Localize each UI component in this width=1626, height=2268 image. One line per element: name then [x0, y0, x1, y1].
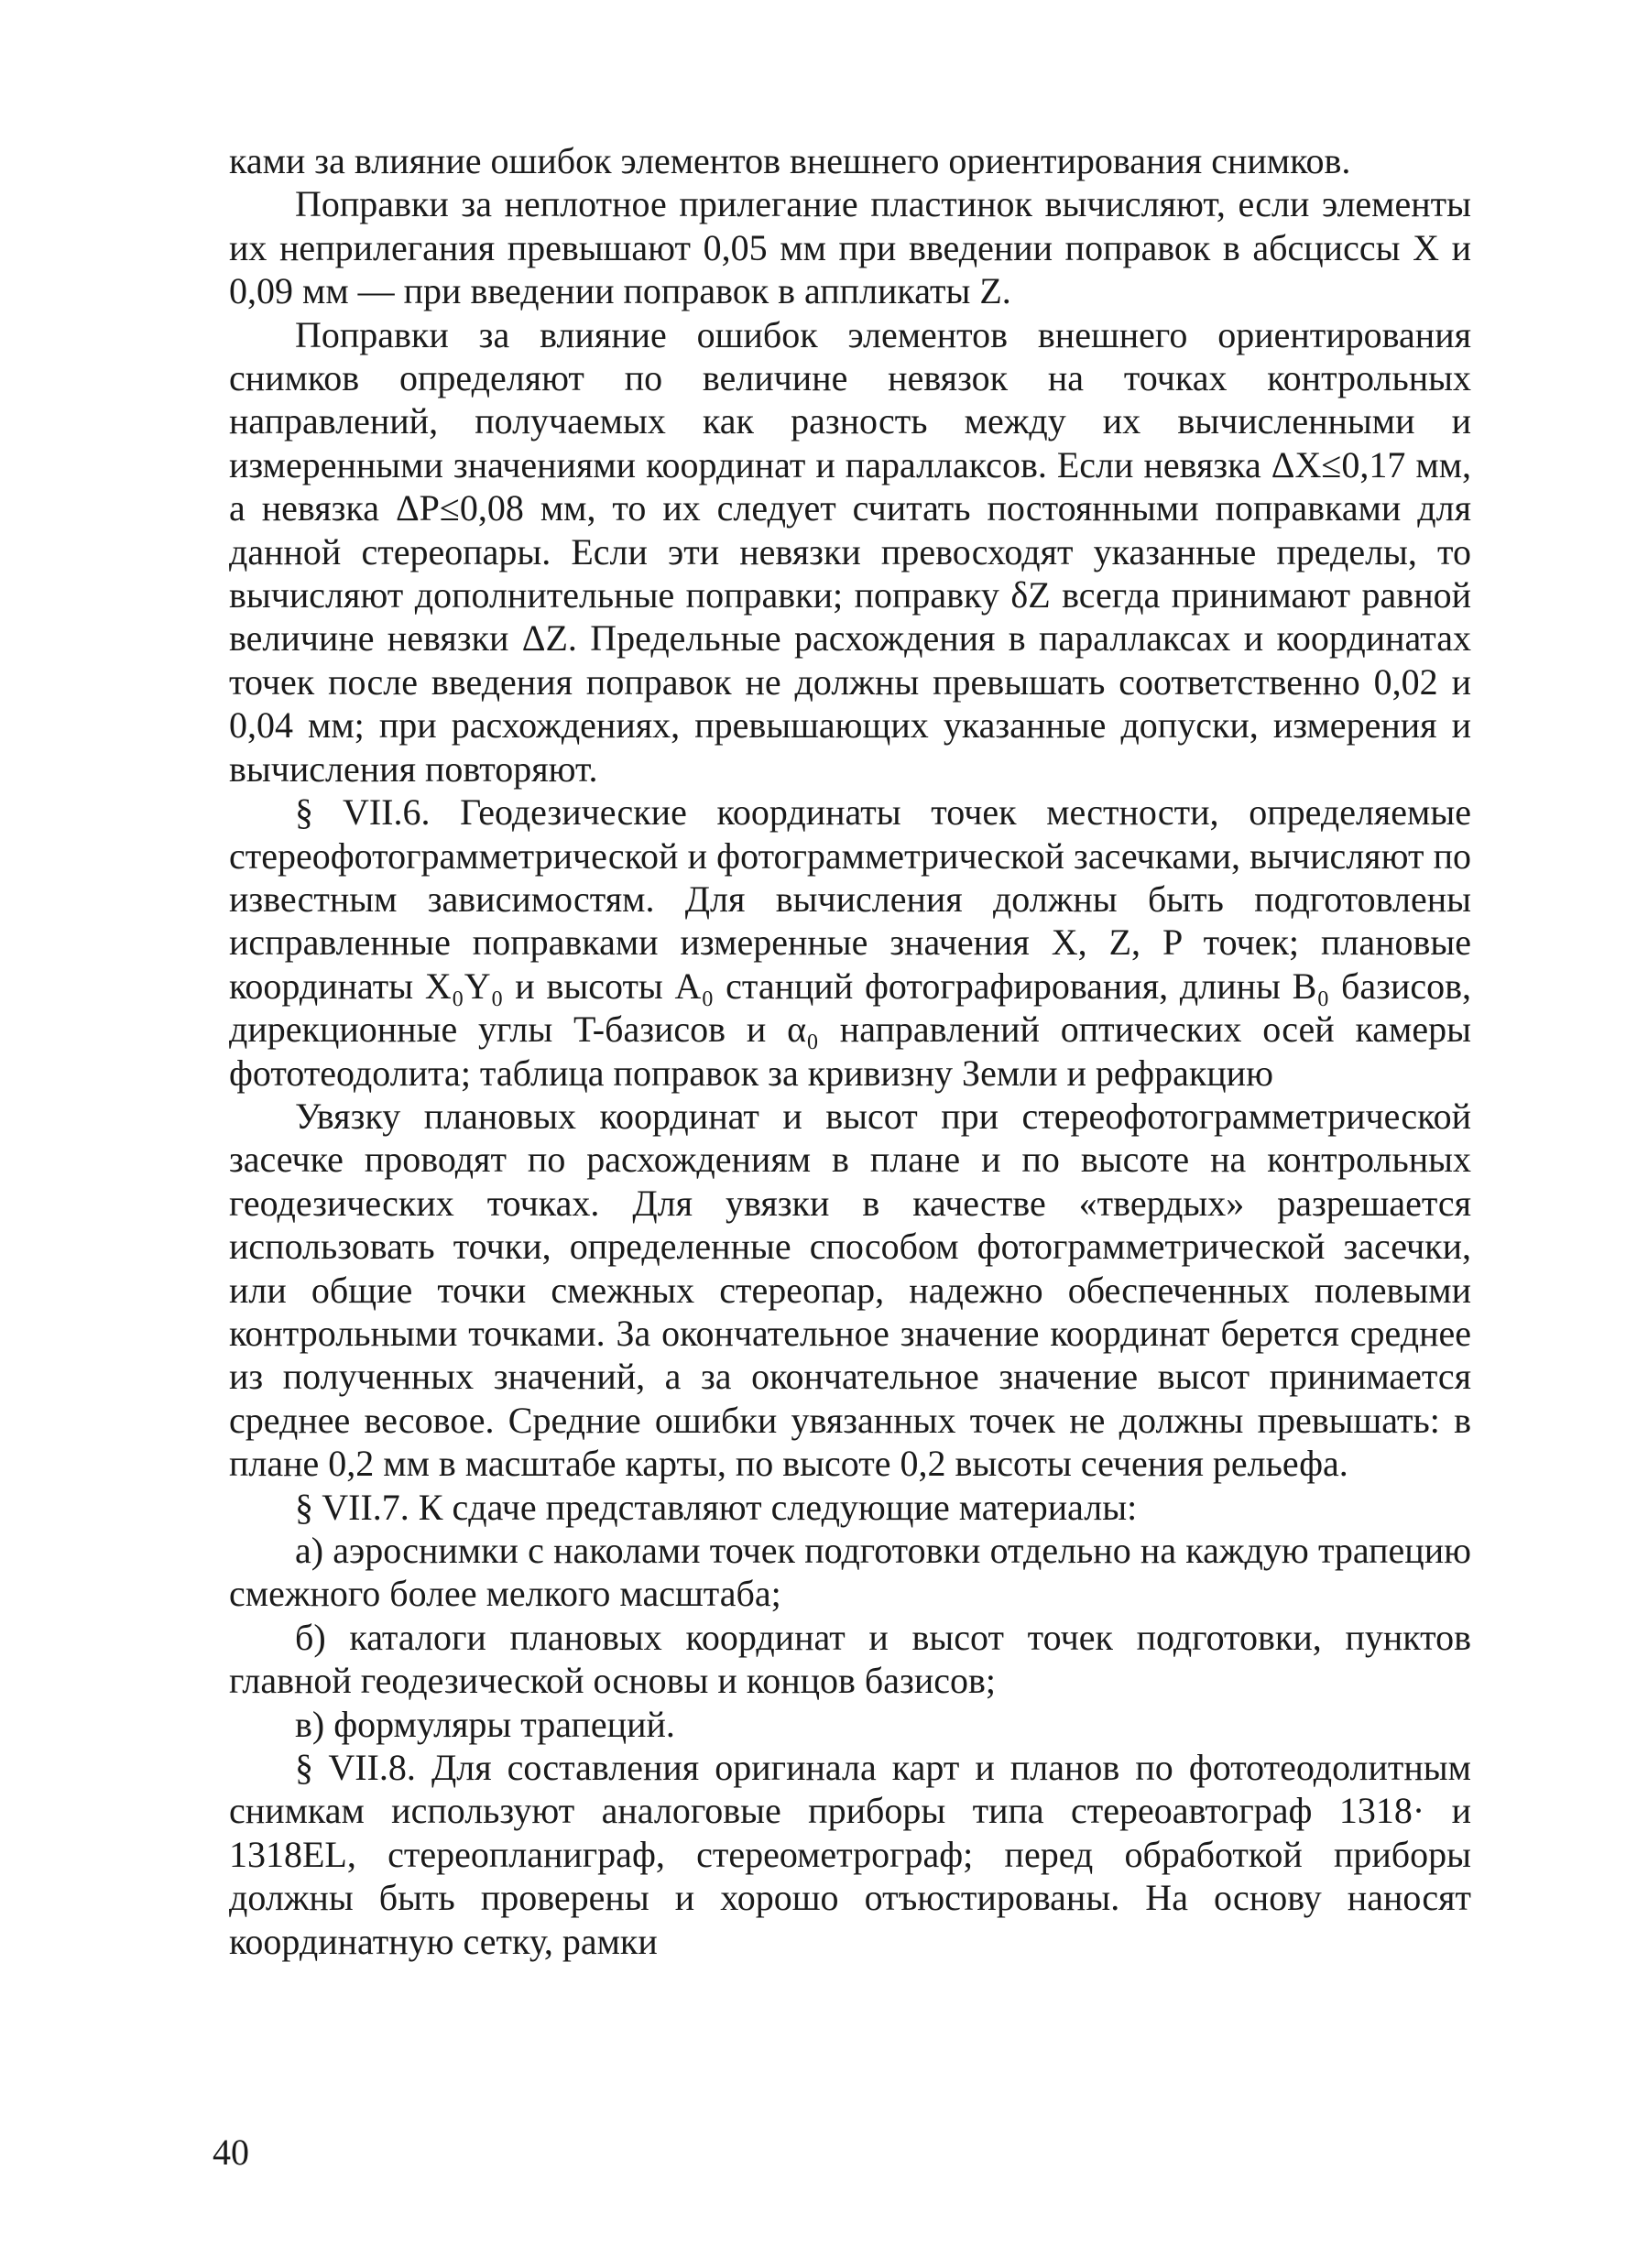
- paragraph-10: § VII.8. Для составления оригинала карт и планов по фототеодолитным снимкам используют аналоговые приборы типа стереоавтограф 1318· и 1318EL, стереопланиграф, стереометрограф; перед обработкой приборы должны быть проверены и хорошо отъюстированы. На основу наносят координатную сетку, рамки: [229, 1747, 1471, 1962]
- paragraph-2: Поправки за неплотное прилегание пластинок вычисляют, если элементы их неприлегания превышают 0,05 мм при введении поправок в абсциссы X и 0,09 мм — при введении поправок в аппликаты Z.: [229, 183, 1471, 312]
- page-number: 40: [213, 2132, 249, 2173]
- paragraph-3: Поправки за влияние ошибок элементов внешнего ориентирования снимков определяют по величине невязок на точках контрольных направлений, получаемых как разность между их вычисленными и измеренными значениями координат и параллаксов. Если невязка ΔX≤0,17 мм, а невязка ΔP≤0,08 мм, то их следует считать постоянными поправками для данной стереопары. Если эти невязки превосходят указанные пределы, то вычисляют дополнительные поправки; поправку δZ всегда принимают равной величине невязки ΔZ. Предельные расхождения в параллаксах и координатах точек после введения поправок не должны превышать соответственно 0,02 и 0,04 мм; при расхождениях, превышающих указанные допуски, измерения и вычисления повторяют.: [229, 313, 1471, 790]
- paragraph-6: § VII.7. К сдаче представляют следующие материалы:: [295, 1486, 1138, 1528]
- paragraph-8: б) каталоги плановых координат и высот точек подготовки, пунктов главной геодезической основы и концов базисов;: [229, 1616, 1471, 1702]
- paragraph-4: § VII.6. Геодезические координаты точек местности, определяемые стереофотограмметрической и фотограмметрической засечками, вычисляют по известным зависимостям. Для вычисления должны быть подготовлены исправленные поправками измеренные значения X, Z, P точек; плановые координаты X₀Y₀ и высоты A₀ станций фотографирования, длины B₀ базисов, дирекционные углы T-базисов и α₀ направлений оптических осей камеры фототеодолита; таблица поправок за кривизну Земли и рефракцию: [229, 791, 1471, 1094]
- paragraph-7: а) аэроснимки с наколами точек подготовки отдельно на каждую трапецию смежного более мелкого масштаба;: [229, 1530, 1471, 1615]
- page-body: [229, 139, 1471, 1963]
- paragraph-5: Увязку плановых координат и высот при стереофотограмметрической засечке проводят по расхождениям в плане и по высоте на контрольных геодезических точках. Для увязки в качестве «твердых» разрешается использовать точки, определенные способом фотограмметрической засечки, или общие точки смежных стереопар, надежно обеспеченных полевыми контрольными точками. За окончательное значение координат берется среднее из полученных значений, а за окончательное значение высот принимается среднее весовое. Средние ошибки увязанных точек не должны превышать: в плане 0,2 мм в масштабе карты, по высоте 0,2 высоты сечения рельефа.: [229, 1095, 1471, 1485]
- paragraph-1: ками за влияние ошибок элементов внешнего ориентирования снимков.: [229, 140, 1351, 181]
- paragraph-9: в) формуляры трапеций.: [295, 1703, 675, 1745]
